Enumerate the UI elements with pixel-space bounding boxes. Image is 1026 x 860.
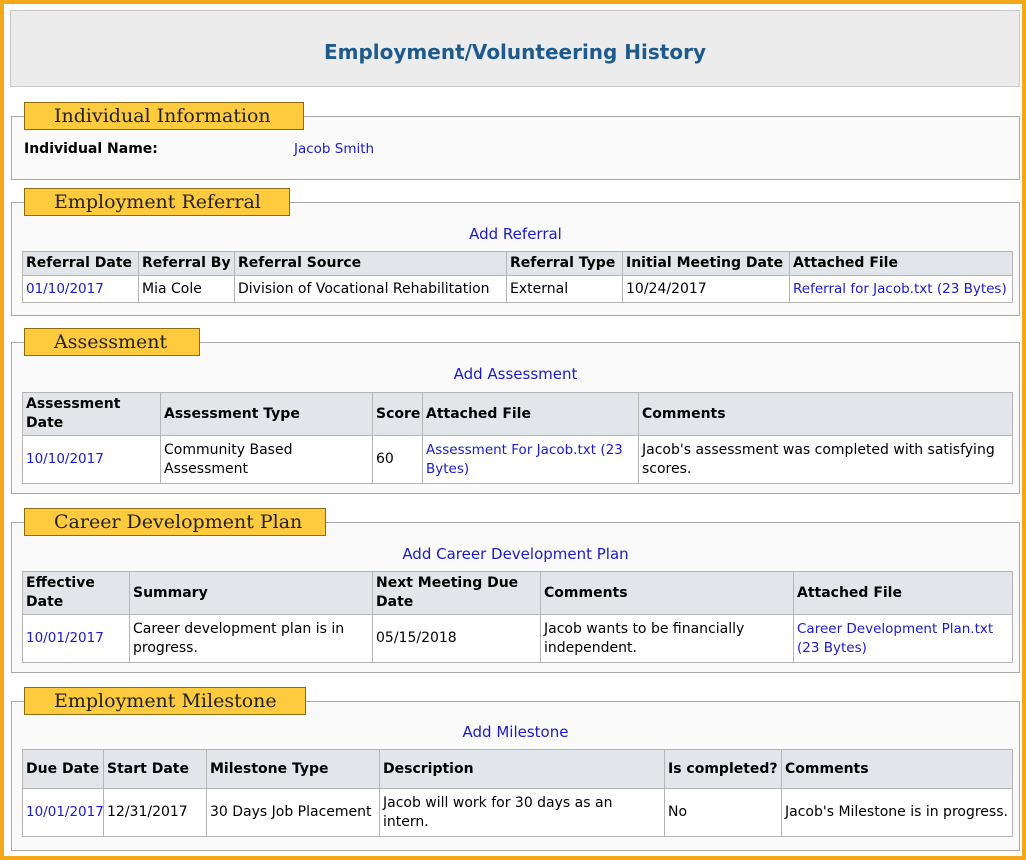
referral-by-cell: Mia Cole [139, 276, 235, 303]
referral-header-initial-meeting: Initial Meeting Date [623, 252, 790, 276]
referral-header-source: Referral Source [235, 252, 507, 276]
milestone-section [11, 690, 1020, 851]
milestone-type-cell: 30 Days Job Placement [207, 789, 380, 837]
career-header-next-meeting: Next Meeting Due Date [373, 572, 541, 615]
career-header-summary: Summary [130, 572, 373, 615]
page-title: Employment/Volunteering History [323, 40, 707, 64]
career-table [22, 571, 1013, 663]
assessment-header-attached-file: Attached File [423, 393, 639, 436]
career-effective-date-link[interactable]: 10/01/2017 [23, 615, 130, 663]
milestone-table [22, 749, 1013, 837]
milestone-comments-cell: Jacob's Milestone is in progress. [782, 789, 1013, 837]
assessment-header-comments: Comments [639, 393, 1013, 436]
table-row [23, 436, 1013, 484]
assessment-type-cell: Community Based Assessment [161, 436, 373, 484]
individual-name-value: Jacob Smith [294, 141, 375, 157]
add-assessment-link[interactable]: Add Assessment [453, 365, 578, 383]
referral-header-attached-file: Attached File [790, 252, 1013, 276]
career-section-title: Career Development Plan [24, 508, 326, 536]
add-career-plan-link[interactable]: Add Career Development Plan [402, 545, 629, 563]
individual-section [11, 105, 1020, 180]
referral-header-date: Referral Date [23, 252, 139, 276]
milestone-section-title: Employment Milestone [24, 687, 306, 715]
assessment-table [22, 392, 1013, 484]
milestone-header-type: Milestone Type [207, 750, 380, 789]
career-comments-cell: Jacob wants to be financially independent. [541, 615, 794, 663]
career-header-effective-date: Effective Date [23, 572, 130, 615]
referral-table [22, 251, 1013, 303]
career-section [11, 511, 1020, 673]
table-row [23, 615, 1013, 663]
add-milestone-link[interactable]: Add Milestone [462, 723, 569, 741]
career-header-attached-file: Attached File [794, 572, 1013, 615]
referral-header-by: Referral By [139, 252, 235, 276]
milestone-is-completed-cell: No [665, 789, 782, 837]
referral-date-link[interactable]: 01/10/2017 [23, 276, 139, 303]
assessment-header-date: Assessment Date [23, 393, 161, 436]
referral-source-cell: Division of Vocational Rehabilitation [235, 276, 507, 303]
page-header [10, 10, 1020, 87]
milestone-start-date-cell: 12/31/2017 [104, 789, 207, 837]
referral-section [11, 191, 1020, 316]
assessment-date-link[interactable]: 10/10/2017 [23, 436, 161, 484]
career-summary-cell: Career development plan is in progress. [130, 615, 373, 663]
assessment-section-title: Assessment [24, 328, 200, 356]
referral-section-title: Employment Referral [24, 188, 290, 216]
table-row [23, 276, 1013, 303]
milestone-header-due-date: Due Date [23, 750, 104, 789]
career-attached-file-link[interactable]: Career Development Plan.txt (23 Bytes) [794, 615, 1013, 663]
milestone-description-cell: Jacob will work for 30 days as an intern. [380, 789, 665, 837]
referral-type-cell: External [507, 276, 623, 303]
milestone-header-is-completed: Is completed? [665, 750, 782, 789]
career-next-meeting-cell: 05/15/2018 [373, 615, 541, 663]
individual-name-label: Individual Name: [24, 141, 158, 157]
add-referral-link[interactable]: Add Referral [469, 225, 562, 243]
referral-initial-meeting-cell: 10/24/2017 [623, 276, 790, 303]
milestone-due-date-link[interactable]: 10/01/2017 [23, 789, 104, 837]
milestone-header-start-date: Start Date [104, 750, 207, 789]
assessment-score-cell: 60 [373, 436, 423, 484]
referral-attached-file-link[interactable]: Referral for Jacob.txt (23 Bytes) [790, 276, 1013, 303]
assessment-header-type: Assessment Type [161, 393, 373, 436]
referral-header-type: Referral Type [507, 252, 623, 276]
individual-section-title: Individual Information [24, 102, 304, 130]
table-row [23, 789, 1013, 837]
assessment-section [11, 331, 1020, 494]
assessment-comments-cell: Jacob's assessment was completed with satisfying scores. [639, 436, 1013, 484]
assessment-attached-file-link[interactable]: Assessment For Jacob.txt (23 Bytes) [423, 436, 639, 484]
assessment-header-score: Score [373, 393, 423, 436]
career-header-comments: Comments [541, 572, 794, 615]
milestone-header-comments: Comments [782, 750, 1013, 789]
milestone-header-description: Description [380, 750, 665, 789]
